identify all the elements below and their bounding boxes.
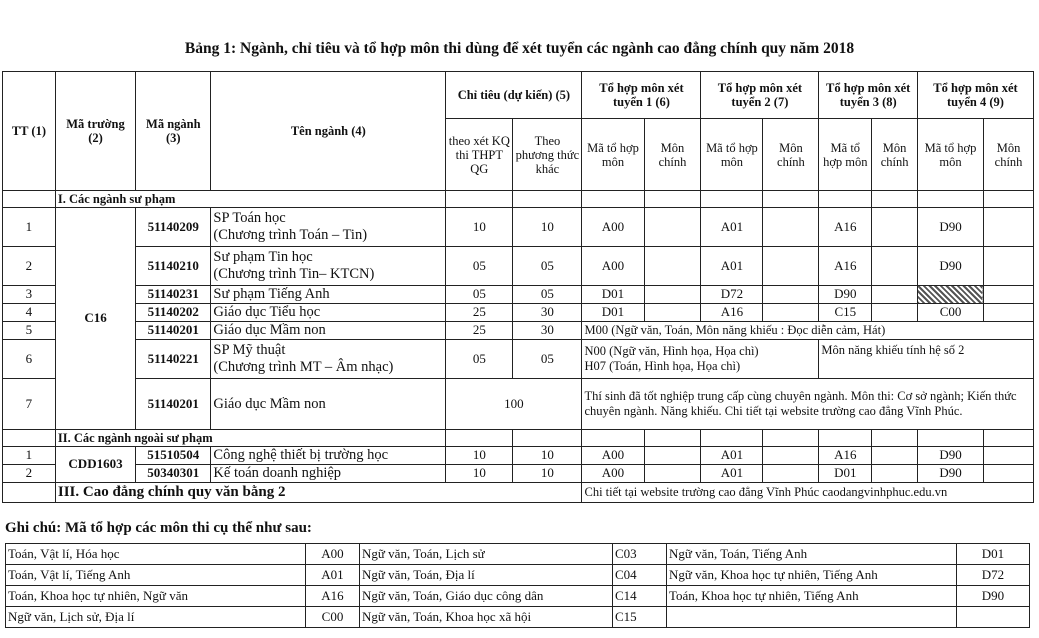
empty-cell (3, 430, 56, 447)
section-title: I. Các ngành sư phạm (55, 191, 445, 208)
empty-cell (984, 304, 1034, 322)
row-name (211, 247, 446, 286)
code-desc: Ngữ văn, Toán, Giáo dục công dân (360, 586, 613, 607)
empty-cell (763, 447, 819, 465)
note-line2: H07 (Toán, Hình họa, Họa chì) (584, 359, 741, 373)
row-tt: 4 (3, 304, 56, 322)
code-id: D72 (957, 565, 1030, 586)
code-id: C15 (613, 607, 667, 628)
codes-row (6, 544, 1030, 565)
empty-cell (984, 286, 1034, 304)
empty-cell (446, 191, 513, 208)
empty-cell (3, 483, 56, 503)
header-tt: TT (1) (3, 72, 56, 191)
row-name-line2: (Chương trình Toán – Tin) (213, 227, 368, 243)
header-mon-chinh-3: Môn chính (872, 119, 918, 191)
row-name-line1: Sư phạm Tin học (213, 249, 313, 266)
row-tohop3: A16 (819, 447, 872, 465)
code-id: A01 (306, 565, 360, 586)
code-desc: Toán, Khoa học tự nhiên, Tiếng Anh (667, 586, 957, 607)
row-thpt: 10 (446, 208, 513, 247)
code-desc: Toán, Khoa học tự nhiên, Ngữ văn (6, 586, 306, 607)
row-tohop1: D01 (582, 286, 644, 304)
header-ma-to-hop-1: Mã tổ hợp môn (582, 119, 644, 191)
table-row (3, 247, 1034, 286)
section-note: Chi tiết tại website trường cao đẳng Vĩnh Phúc caodangvinhphuc.edu.vn (582, 483, 1034, 503)
row-name-line1: SP Toán học (213, 210, 286, 227)
code-id: D01 (957, 544, 1030, 565)
row-tohop2: A01 (701, 247, 763, 286)
row-code: 51140202 (136, 304, 211, 322)
empty-cell (872, 247, 918, 286)
empty-cell (644, 447, 701, 465)
table-row (3, 208, 1034, 247)
empty-cell (819, 430, 872, 447)
header-ma-nganh: Mã ngành (3) (136, 72, 211, 191)
row-thpt: 05 (446, 286, 513, 304)
empty-cell (763, 430, 819, 447)
empty-cell (644, 247, 701, 286)
code-id: D90 (957, 586, 1030, 607)
row-code: 51510504 (136, 447, 211, 465)
row-tohop3: D01 (819, 465, 872, 483)
row-tohop4: D90 (917, 465, 983, 483)
empty-cell (513, 191, 582, 208)
code-desc: Toán, Vật lí, Tiếng Anh (6, 565, 306, 586)
hatched-cell (917, 286, 983, 304)
empty-cell (984, 430, 1034, 447)
school-code: CDD1603 (55, 447, 135, 483)
row-tohop2: A01 (701, 208, 763, 247)
row-tohop4: D90 (917, 447, 983, 465)
row-khac: 30 (513, 304, 582, 322)
row-tohop2: A16 (701, 304, 763, 322)
header-chi-tieu: Chỉ tiêu (dự kiến) (5) (446, 72, 582, 119)
row-thpt: 10 (446, 465, 513, 483)
row-code: 51140231 (136, 286, 211, 304)
row-name: Sư phạm Tiếng Anh (211, 286, 446, 304)
header-ma-truong: Mã trường (2) (55, 72, 135, 191)
row-name-line2: (Chương trình MT – Âm nhạc) (213, 359, 394, 375)
row-khac: 10 (513, 208, 582, 247)
row-total: 100 (446, 379, 582, 430)
row-code: 51140201 (136, 322, 211, 340)
code-desc: Ngữ văn, Toán, Địa lí (360, 565, 613, 586)
row-name-line1: SP Mỹ thuật (213, 342, 286, 359)
row-tt: 5 (3, 322, 56, 340)
code-id: A00 (306, 544, 360, 565)
empty-cell (644, 465, 701, 483)
row-tohop1: A00 (582, 247, 644, 286)
table-row (3, 379, 1034, 430)
row-name: Giáo dục Tiểu học (211, 304, 446, 322)
empty-cell (763, 286, 819, 304)
empty-cell (763, 247, 819, 286)
section-row (3, 191, 1034, 208)
code-desc: Ngữ văn, Toán, Lịch sử (360, 544, 613, 565)
empty-cell (644, 208, 701, 247)
header-mon-chinh-2: Môn chính (763, 119, 819, 191)
codes-row (6, 607, 1030, 628)
row-tohop1: A00 (582, 208, 644, 247)
code-id: A16 (306, 586, 360, 607)
row-tohop4: D90 (917, 208, 983, 247)
empty-cell (701, 191, 763, 208)
codes-row (6, 586, 1030, 607)
empty-cell (917, 430, 983, 447)
row-thpt: 05 (446, 247, 513, 286)
empty-cell (917, 191, 983, 208)
row-tt: 2 (3, 247, 56, 286)
header-tohop4: Tổ hợp môn xét tuyển 4 (9) (917, 72, 1033, 119)
empty-cell (872, 208, 918, 247)
empty-cell (763, 304, 819, 322)
code-desc: Ngữ văn, Lịch sử, Địa lí (6, 607, 306, 628)
row-note: Thí sinh đã tốt nghiệp trung cấp cùng chuyên ngành. Môn thi: Cơ sở ngành; Kiến thức chuyên ngành. Năng khiếu. Chi tiết tại website trường cao đẳng Vĩnh Phúc. (582, 379, 1034, 430)
code-desc: Ngữ văn, Toán, Khoa học xã hội (360, 607, 613, 628)
empty-cell (644, 430, 701, 447)
header-tohop1: Tổ hợp môn xét tuyển 1 (6) (582, 72, 701, 119)
empty-cell (872, 304, 918, 322)
table-row (3, 447, 1034, 465)
empty-cell (984, 247, 1034, 286)
row-tt: 7 (3, 379, 56, 430)
empty-cell (872, 286, 918, 304)
section-title: III. Cao đẳng chính quy văn bằng 2 (55, 483, 582, 503)
row-name (211, 340, 446, 379)
admissions-table (2, 71, 1034, 503)
code-id: C14 (613, 586, 667, 607)
empty-cell (763, 191, 819, 208)
row-thpt: 25 (446, 322, 513, 340)
row-tohop4: D90 (917, 247, 983, 286)
empty-cell (872, 465, 918, 483)
row-thpt: 05 (446, 340, 513, 379)
section-row (3, 430, 1034, 447)
row-khac: 10 (513, 465, 582, 483)
row-tohop1: A00 (582, 465, 644, 483)
empty-cell (644, 191, 701, 208)
row-name (211, 208, 446, 247)
code-desc: Ngữ văn, Khoa học tự nhiên, Tiếng Anh (667, 565, 957, 586)
row-tohop1: A00 (582, 447, 644, 465)
school-code: C16 (55, 208, 135, 430)
table-row (3, 465, 1034, 483)
row-name: Công nghệ thiết bị trường học (211, 447, 446, 465)
header-theo-pt: Theo phương thức khác (513, 119, 582, 191)
empty-cell (644, 286, 701, 304)
row-code: 51140209 (136, 208, 211, 247)
row-tohop1: D01 (582, 304, 644, 322)
row-tt: 1 (3, 208, 56, 247)
row-tohop3: A16 (819, 208, 872, 247)
section-row (3, 483, 1034, 503)
empty-cell (984, 208, 1034, 247)
code-desc (667, 607, 957, 628)
table-row (3, 286, 1034, 304)
empty-cell (984, 447, 1034, 465)
header-row-1 (3, 72, 1034, 119)
header-mon-chinh-4: Môn chính (984, 119, 1034, 191)
empty-cell (872, 191, 918, 208)
empty-cell (513, 430, 582, 447)
row-code: 51140201 (136, 379, 211, 430)
header-ten-nganh: Tên ngành (4) (211, 72, 446, 191)
empty-cell (582, 191, 644, 208)
empty-cell (644, 304, 701, 322)
row-khac: 10 (513, 447, 582, 465)
row-name-line2: (Chương trình Tin– KTCN) (213, 266, 375, 282)
row-khac: 05 (513, 340, 582, 379)
row-name: Giáo dục Mầm non (211, 379, 446, 430)
row-tt: 2 (3, 465, 56, 483)
codes-row (6, 565, 1030, 586)
row-code: 51140210 (136, 247, 211, 286)
row-tohop3: A16 (819, 247, 872, 286)
row-name: Kế toán doanh nghiệp (211, 465, 446, 483)
row-tt: 3 (3, 286, 56, 304)
row-tt: 6 (3, 340, 56, 379)
row-thpt: 10 (446, 447, 513, 465)
empty-cell (819, 191, 872, 208)
empty-cell (701, 430, 763, 447)
empty-cell (3, 191, 56, 208)
header-ma-to-hop-4: Mã tổ hợp môn (917, 119, 983, 191)
codes-table (5, 543, 1030, 628)
row-khac: 30 (513, 322, 582, 340)
code-desc: Toán, Vật lí, Hóa học (6, 544, 306, 565)
header-theo-xet: theo xét KQ thi THPT QG (446, 119, 513, 191)
row-note-b: Môn năng khiếu tính hệ số 2 (819, 340, 1034, 379)
empty-cell (984, 191, 1034, 208)
row-note-a (582, 340, 819, 379)
empty-cell (446, 430, 513, 447)
row-tt: 1 (3, 447, 56, 465)
header-ma-to-hop-2: Mã tổ hợp môn (701, 119, 763, 191)
header-ma-to-hop-3: Mã tổ hợp môn (819, 119, 872, 191)
table-row (3, 322, 1034, 340)
row-khac: 05 (513, 286, 582, 304)
table-title: Bảng 1: Ngành, chỉ tiêu và tổ hợp môn thi dùng để xét tuyển các ngành cao đẳng chính quy năm 2018 (184, 40, 855, 57)
row-code: 50340301 (136, 465, 211, 483)
header-mon-chinh-1: Môn chính (644, 119, 701, 191)
row-thpt: 25 (446, 304, 513, 322)
row-tohop2: A01 (701, 447, 763, 465)
row-tohop4: C00 (917, 304, 983, 322)
row-tohop2: A01 (701, 465, 763, 483)
row-tohop3: C15 (819, 304, 872, 322)
empty-cell (763, 465, 819, 483)
code-id: C03 (613, 544, 667, 565)
code-id: C00 (306, 607, 360, 628)
code-desc: Ngữ văn, Toán, Tiếng Anh (667, 544, 957, 565)
row-note: M00 (Ngữ văn, Toán, Môn năng khiếu : Đọc diễn cảm, Hát) (582, 322, 1034, 340)
table-row (3, 340, 1034, 379)
row-khac: 05 (513, 247, 582, 286)
empty-cell (763, 208, 819, 247)
row-name: Giáo dục Mầm non (211, 322, 446, 340)
table-row (3, 304, 1034, 322)
empty-cell (872, 447, 918, 465)
empty-cell (872, 430, 918, 447)
header-tohop2: Tổ hợp môn xét tuyển 2 (7) (701, 72, 819, 119)
note-line1: N00 (Ngữ văn, Hình họa, Họa chì) (584, 344, 759, 359)
code-id (957, 607, 1030, 628)
section-title: II. Các ngành ngoài sư phạm (55, 430, 445, 447)
note-title: Ghi chú: Mã tổ hợp các môn thi cụ thể như sau: (5, 520, 312, 536)
empty-cell (582, 430, 644, 447)
code-id: C04 (613, 565, 667, 586)
empty-cell (984, 465, 1034, 483)
row-tohop2: D72 (701, 286, 763, 304)
row-code: 51140221 (136, 340, 211, 379)
row-tohop3: D90 (819, 286, 872, 304)
header-tohop3: Tổ hợp môn xét tuyển 3 (8) (819, 72, 918, 119)
